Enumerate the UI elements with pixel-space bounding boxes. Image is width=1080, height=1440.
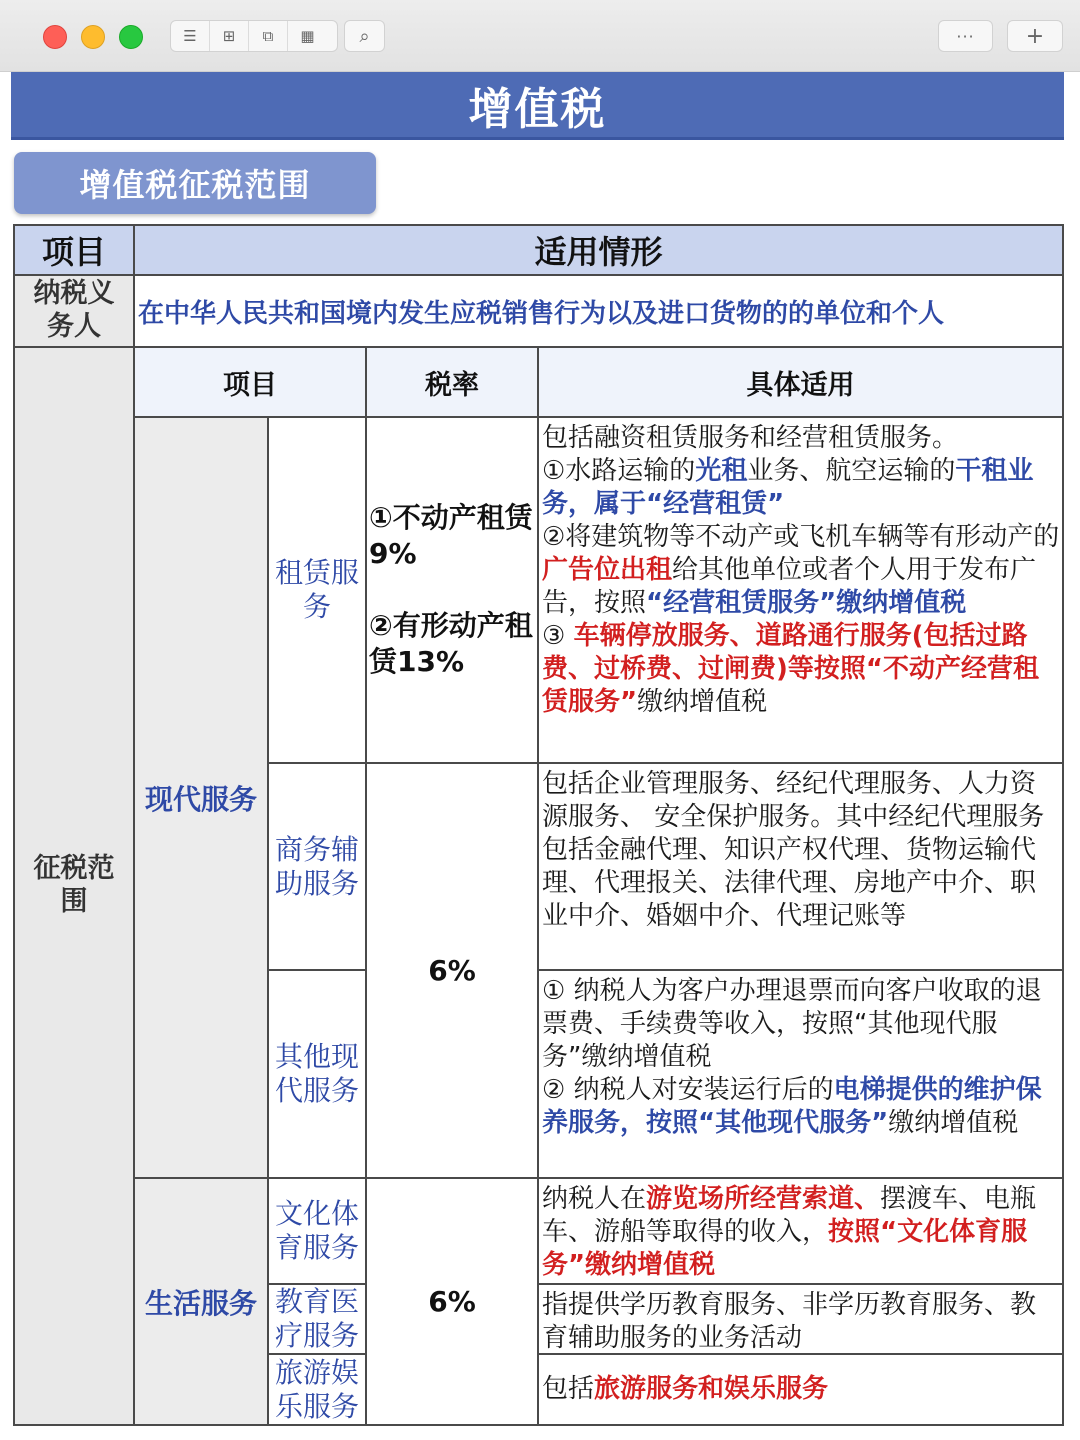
category-life-services: 生活服务 bbox=[133, 1177, 269, 1426]
taxpayer-text: 在中华人民共和国境内发生应税销售行为以及进口货物的的单位和个人 bbox=[133, 274, 1064, 348]
detail-lease-highlight: “经营租赁服务”缴纳增值税 bbox=[646, 588, 967, 618]
rate-lease-tangible: ②有形动产租赁13% bbox=[369, 609, 533, 678]
calendar-icon[interactable]: ▦ bbox=[300, 27, 315, 45]
add-icon[interactable]: + bbox=[1007, 20, 1063, 52]
zoom-window-button[interactable] bbox=[119, 25, 143, 49]
taxpayer-label: 纳税义务人 bbox=[13, 274, 135, 348]
detail-education-medical bbox=[537, 1283, 1064, 1355]
detail-lease-text: ②将建筑物等不动产或飞机车辆等有形动产的 bbox=[542, 522, 1060, 552]
detail-education-text: 指提供学历教育服务、非学历教育服务、教育辅助服务的业务活动 bbox=[542, 1290, 1037, 1353]
item-education-medical: 教育医疗服务 bbox=[267, 1283, 367, 1355]
detail-culture-highlight-red: 游览场所经营索道、 bbox=[646, 1184, 881, 1214]
item-tourism-entertainment: 旅游娱乐服务 bbox=[267, 1353, 367, 1426]
item-business-support: 商务辅助服务 bbox=[267, 762, 367, 971]
detail-business-support bbox=[537, 762, 1064, 971]
detail-tourism-text: 包括 bbox=[542, 1374, 595, 1404]
col-header-applicable: 适用情形 bbox=[133, 224, 1064, 276]
rate-modern-6: 6% bbox=[365, 762, 539, 1179]
detail-culture-highlight-red: 按照“文化体育服务”缴纳增值税 bbox=[542, 1217, 1028, 1280]
detail-culture-sports bbox=[537, 1177, 1064, 1285]
detail-other-modern bbox=[537, 969, 1064, 1179]
scope-label: 征税范围 bbox=[13, 346, 135, 1426]
detail-lease-text: 缴纳增值税 bbox=[637, 687, 768, 717]
detail-lease-text: ①水路运输的 bbox=[542, 456, 696, 486]
category-modern-services: 现代服务 bbox=[133, 416, 269, 1179]
subheader-rate: 税率 bbox=[365, 346, 539, 418]
search-icon[interactable]: ⌕ bbox=[344, 20, 385, 52]
detail-other-text: ① 纳税人为客户办理退票而向客户收取的退票费、手续费等收入，按照“其他现代服务”缴纳增值税 bbox=[542, 976, 1042, 1072]
detail-lease-highlight-red: 广告位出租 bbox=[542, 555, 673, 585]
list-icon[interactable]: ☰ bbox=[171, 21, 210, 51]
detail-tourism-highlight-red: 旅游服务和娱乐服务 bbox=[594, 1374, 829, 1404]
subheader-detail: 具体适用 bbox=[537, 346, 1064, 418]
section-tag: 增值税征税范围 bbox=[14, 152, 376, 214]
item-other-modern: 其他现代服务 bbox=[267, 969, 367, 1179]
col-header-item: 项目 bbox=[13, 224, 135, 276]
window-titlebar bbox=[0, 0, 1080, 72]
grid-icon[interactable]: ⊞ bbox=[210, 21, 249, 51]
view-mode-group bbox=[170, 20, 338, 52]
rate-lease-immovable: ①不动产租赁9% bbox=[369, 501, 533, 570]
more-icon[interactable]: ··· bbox=[938, 20, 993, 52]
detail-lease-highlight-red: 车辆停放服务、道路通行服务(包括过路费、过桥费、过闸费)等按照“不动产经营租赁服务” bbox=[542, 621, 1039, 717]
detail-lease-text: 包括融资租赁服务和经营租赁服务。 bbox=[542, 423, 959, 453]
detail-tourism-entertainment bbox=[537, 1353, 1064, 1426]
detail-other-text: ② 纳税人对安装运行后的 bbox=[542, 1075, 834, 1105]
map-icon[interactable]: ⧉ bbox=[249, 21, 288, 51]
rate-life-6: 6% bbox=[365, 1177, 539, 1426]
detail-culture-text: 纳税人在 bbox=[542, 1184, 647, 1214]
item-lease-services: 租赁服务 bbox=[267, 416, 367, 764]
detail-business-text: 包括企业管理服务、经纪代理服务、人力资源服务、 安全保护服务。其中经纪代理服务包括金融代理、知识产权代理、货物运输代理、代理报关、法律代理、房地产中介、职业中介、婚姻中介、代理记账等 bbox=[542, 769, 1045, 931]
detail-lease bbox=[537, 416, 1064, 764]
detail-lease-highlight: 干租业务，属于“经营租赁” bbox=[542, 456, 1034, 519]
minimize-window-button[interactable] bbox=[81, 25, 105, 49]
detail-lease-highlight: 光租 bbox=[695, 456, 748, 486]
page-title: 增值税 bbox=[11, 72, 1064, 140]
close-window-button[interactable] bbox=[43, 25, 67, 49]
subheader-item: 项目 bbox=[133, 346, 367, 418]
detail-lease-text: 给其他单位或者个人用于发布广告，按照 bbox=[542, 555, 1037, 618]
rate-lease bbox=[365, 416, 539, 764]
item-culture-sports: 文化体育服务 bbox=[267, 1177, 367, 1285]
detail-culture-text: 摆渡车、电瓶车、游船等取得的收入， bbox=[542, 1184, 1037, 1247]
detail-other-highlight: 电梯提供的维护保养服务，按照“其他现代服务” bbox=[542, 1075, 1042, 1138]
detail-other-text: 缴纳增值税 bbox=[888, 1108, 1019, 1138]
detail-lease-text: ③ bbox=[542, 621, 574, 651]
detail-lease-text: 业务、航空运输的 bbox=[747, 456, 956, 486]
